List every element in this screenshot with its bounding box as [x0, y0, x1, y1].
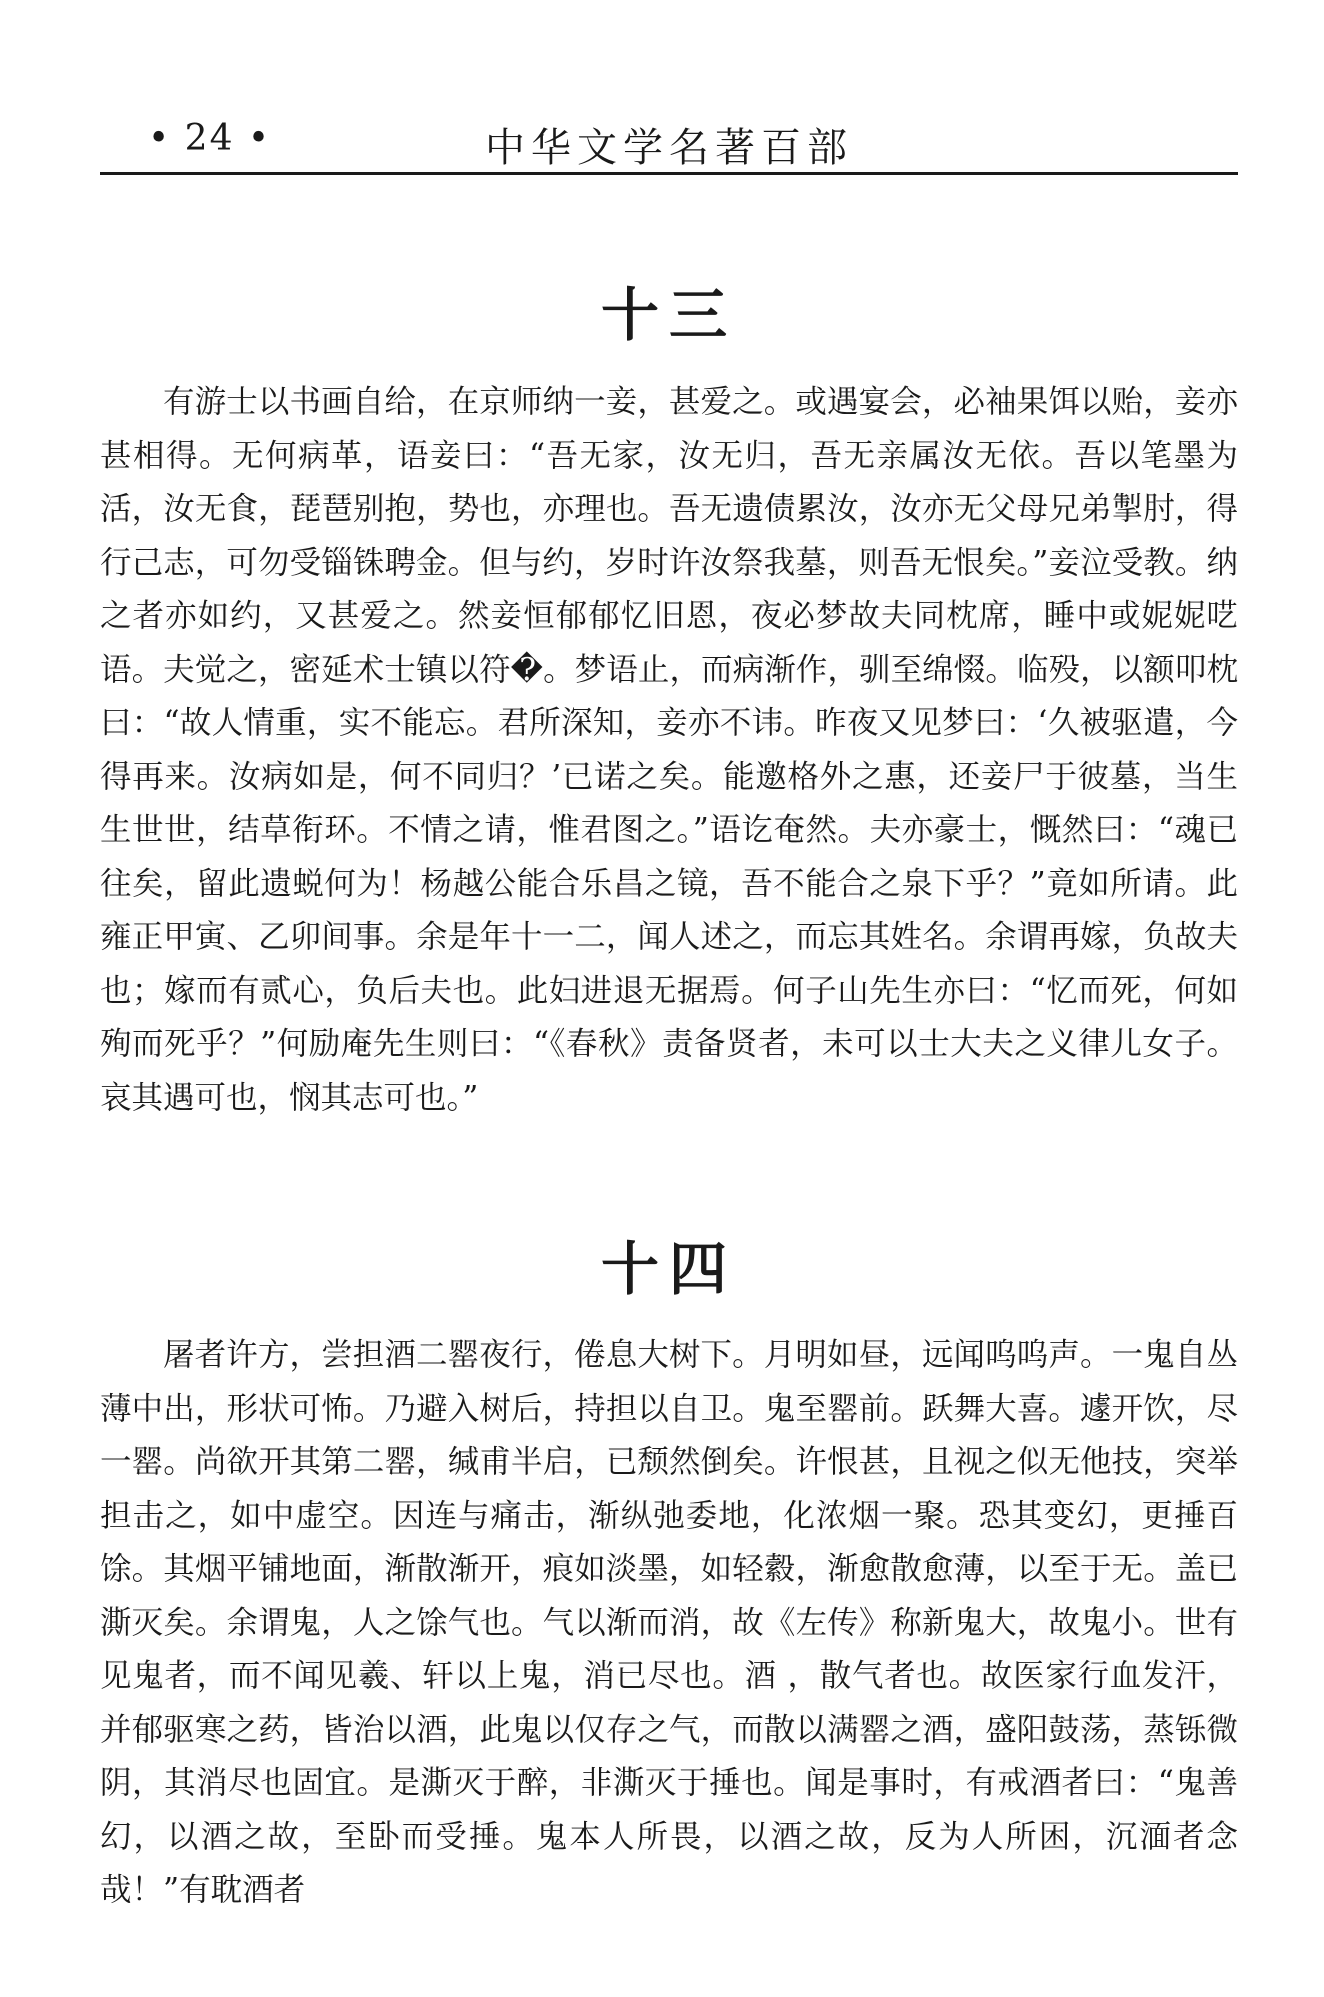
- section-body-14: 屠者许方，尝担酒二罂夜行，倦息大树下。月明如昼，远闻呜呜声。一鬼自丛薄中出，形状可怖。乃避入树后，持担以自卫。鬼至罂前。跃舞大喜。遽开饮，尽一罂。尚欲开其第二罂，缄甫半启，已颓然倒矣。许恨甚，且视之似无他技，突举担击之，如中虚空。因连与痛击，渐纵弛委地，化浓烟一聚。恐其变幻，更捶百馀。其烟平铺地面，渐散渐开，痕如淡墨，如轻縠，渐愈散愈薄，以至于无。盖已澌灭矣。余谓鬼，人之馀气也。气以渐而消，故《左传》称新鬼大，故鬼小。世有见鬼者，而不闻见羲、轩以上鬼，消已尽也。酒 ，散气者也。故医家行血发汗，并郁驱寒之药，皆治以酒，此鬼以仅存之气，而散以满罂之酒，盛阳鼓荡，蒸铄微阴，其消尽也固宜。是澌灭于醉，非澌灭于捶也。闻是事时，有戒酒者曰：“鬼善幻，以酒之故，至卧而受捶。鬼本人所畏，以酒之故，反为人所困，沉湎者念哉！”有耽酒者: [100, 1337, 1238, 1908]
- section-title-14: 十四: [600, 1235, 737, 1303]
- book-title: 中华文学名著百部: [485, 125, 853, 171]
- section-body-13: 有游士以书画自给，在京师纳一妾，甚爱之。或遇宴会，必袖果饵以贻，妾亦甚相得。无何病革，语妾曰：“吾无家，汝无归，吾无亲属汝无依。吾以笔墨为活，汝无食，琵琶别抱，势也，亦理也。吾无遗债累汝，汝亦无父母兄弟掣肘，得行己志，可勿受锱铢聘金。但与约，岁时许汝祭我墓，则吾无恨矣。”妾泣受教。纳之者亦如约，又甚爱之。然妾恒郁郁忆旧恩，夜必梦故夫同枕席，睡中或妮妮呓语。夫觉之，密延术士镇以符�。梦语止，而病渐作，驯至绵惙。临殁，以额叩枕曰：“故人情重，实不能忘。君所深知，妾亦不讳。昨夜又见梦曰：‘久被驱遣，今得再来。汝病如是，何不同归？’已诺之矣。能邀格外之惠，还妾尸于彼墓，当生生世世，结草衔环。不情之请，惟君图之。”语讫奄然。夫亦豪士，慨然曰：“魂已往矣，留此遗蜕何为！杨越公能合乐昌之镜，吾不能合之泉下乎？”竟如所请。此雍正甲寅、乙卯间事。余是年十一二，闻人述之，而忘其姓名。余谓再嫁，负故夫也；嫁而有贰心，负后夫也。此妇进退无据焉。何子山先生亦曰：“忆而死，何如殉而死乎？”何励庵先生则曰：“《春秋》责备贤者，未可以士大夫之义律儿女子。哀其遇可也，悯其志可也。”: [100, 384, 1238, 1116]
- header-rule: [100, 172, 1238, 175]
- page-header: [100, 110, 1238, 172]
- page-number: • 24 •: [148, 118, 272, 159]
- section-title-13: 十三: [600, 281, 737, 349]
